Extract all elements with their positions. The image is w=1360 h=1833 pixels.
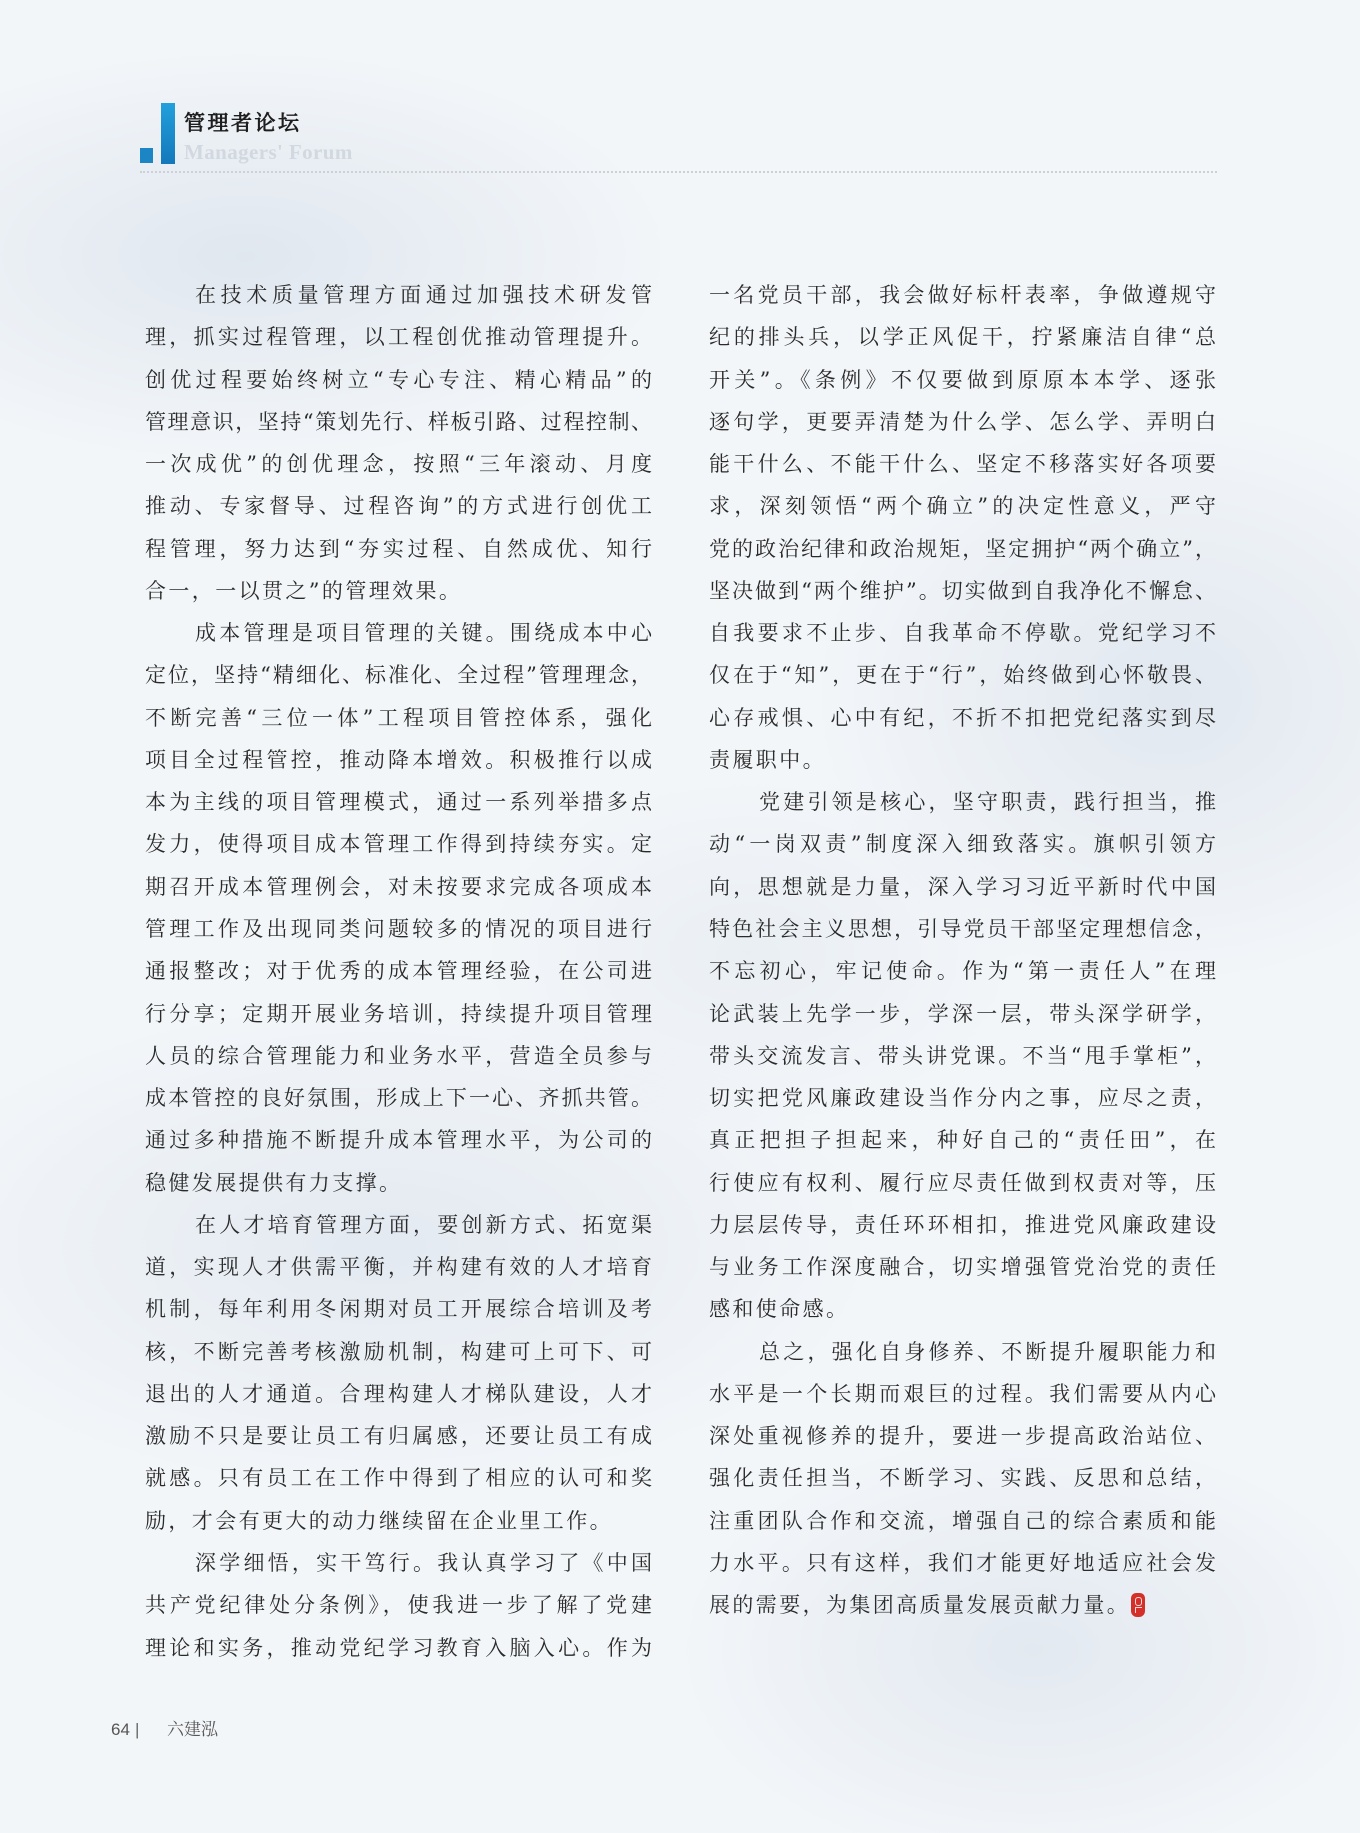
paragraph xyxy=(145,1204,652,1542)
paragraph xyxy=(145,274,652,612)
paragraph xyxy=(709,1331,1216,1627)
text-line: 在人才培育管理方面，要创新方式、拓宽渠 xyxy=(195,1212,652,1237)
text-line: 能干什么、不能干什么、坚定不移落实好各项要 xyxy=(709,452,1216,477)
text-line: 党建引领是核心，坚守职责，践行担当，推 xyxy=(759,790,1216,815)
text-line: 道，实现人才供需平衡，并构建有效的人才培育 xyxy=(145,1255,652,1280)
paragraph xyxy=(145,612,652,1204)
text-line: 一名党员干部，我会做好标杆表率，争做遵规守 xyxy=(709,283,1216,307)
text-line: 就感。只有员工在工作中得到了相应的认可和奖 xyxy=(145,1466,652,1491)
text-line: 强化责任担当，不断学习、实践、反思和总结， xyxy=(709,1466,1216,1491)
text-line: 激励不只是要让员工有归属感，还要让员工有成 xyxy=(145,1424,652,1449)
text-line: 特色社会主义思想，引导党员干部坚定理想信念， xyxy=(709,916,1216,941)
text-line: 一次成优”的创优理念，按照“三年滚动、月度 xyxy=(145,452,652,477)
text-line: 注重团队合作和交流，增强自己的综合素质和能 xyxy=(709,1508,1216,1533)
text-line: 党的政治纪律和政治规矩，坚定拥护“两个确立”， xyxy=(709,536,1216,561)
text-line: 稳健发展提供有力支撑。 xyxy=(145,1170,403,1195)
text-line: 通过多种措施不断提升成本管理水平，为公司的 xyxy=(145,1128,652,1153)
text-line: 切实把党风廉政建设当作分内之事，应尽之责， xyxy=(709,1086,1216,1111)
text-line: 心存戒惧、心中有纪，不折不扣把党纪落实到尽 xyxy=(709,705,1216,730)
page-number-separator: | xyxy=(135,1720,140,1739)
paragraph xyxy=(709,781,1216,1330)
red-seal-icon xyxy=(1131,1593,1145,1617)
right-column xyxy=(709,274,1216,1627)
text-line: 成本管控的良好氛围，形成上下一心、齐抓共管。 xyxy=(145,1086,652,1111)
text-line: 程管理，努力达到“夯实过程、自然成优、知行 xyxy=(145,536,652,561)
text-line: 成本管理是项目管理的关键。围绕成本中心 xyxy=(195,621,652,646)
text-line: 纪的排头兵，以学正风促干，拧紧廉洁自律“总 xyxy=(709,325,1216,350)
text-line: 行分享；定期开展业务培训，持续提升项目管理 xyxy=(145,1001,652,1026)
text-line: 合一，一以贯之”的管理效果。 xyxy=(145,578,463,603)
text-line: 通报整改；对于优秀的成本管理经验，在公司进 xyxy=(145,959,652,984)
text-line: 责履职中。 xyxy=(709,747,826,772)
text-line: 退出的人才通道。合理构建人才梯队建设，人才 xyxy=(145,1381,652,1406)
section-logo-bar-icon xyxy=(161,103,175,164)
text-line: 行使应有权利、履行应尽责任做到权责对等，压 xyxy=(709,1170,1216,1195)
left-column xyxy=(145,274,652,1669)
text-line: 求，深刻领悟“两个确立”的决定性意义，严守 xyxy=(709,494,1216,519)
text-line: 在技术质量管理方面通过加强技术研发管 xyxy=(195,283,652,307)
text-line: 管理意识，坚持“策划先行、样板引路、过程控制、 xyxy=(145,409,652,434)
text-line: 逐句学，更要弄清楚为什么学、怎么学、弄明白 xyxy=(709,409,1216,434)
publication-name: 六建泓 xyxy=(167,1720,218,1740)
text-line: 共产党纪律处分条例》，使我进一步了解了党建 xyxy=(145,1593,652,1618)
text-line: 核，不断完善考核激励机制，构建可上可下、可 xyxy=(145,1339,652,1364)
text-line: 项目全过程管控，推动降本增效。积极推行以成 xyxy=(145,747,652,772)
section-title: 管理者论坛 xyxy=(184,111,302,135)
text-line-final xyxy=(709,1584,1216,1626)
text-line: 人员的综合管理能力和业务水平，营造全员参与 xyxy=(145,1043,652,1068)
section-logo-square-icon xyxy=(140,148,153,163)
text-line-text: 展的需要，为集团高质量发展贡献力量。 xyxy=(709,1593,1131,1618)
text-line: 自我要求不止步、自我革命不停歇。党纪学习不 xyxy=(709,621,1216,646)
text-line: 总之，强化自身修养、不断提升履职能力和 xyxy=(759,1339,1216,1364)
text-line: 力层层传导，责任环环相扣，推进党风廉政建设 xyxy=(709,1212,1216,1237)
text-line: 励，才会有更大的动力继续留在企业里工作。 xyxy=(145,1508,613,1533)
section-subtitle: Managers' Forum xyxy=(184,140,353,164)
text-line: 理，抓实过程管理，以工程创优推动管理提升。 xyxy=(145,325,652,350)
text-line: 动“一岗双责”制度深入细致落实。旗帜引领方 xyxy=(709,832,1216,857)
text-line: 期召开成本管理例会，对未按要求完成各项成本 xyxy=(145,874,652,899)
text-line: 理论和实务，推动党纪学习教育入脑入心。作为 xyxy=(145,1635,652,1660)
text-line: 管理工作及出现同类问题较多的情况的项目进行 xyxy=(145,916,652,941)
text-line: 创优过程要始终树立“专心专注、精心精品”的 xyxy=(145,367,652,392)
text-line: 与业务工作深度融合，切实增强管党治党的责任 xyxy=(709,1255,1216,1280)
text-line: 力水平。只有这样，我们才能更好地适应社会发 xyxy=(709,1550,1216,1575)
text-line: 坚决做到“两个维护”。切实做到自我净化不懈怠、 xyxy=(709,578,1216,603)
text-line: 带头交流发言、带头讲党课。不当“甩手掌柜”， xyxy=(709,1043,1216,1068)
text-line: 推动、专家督导、过程咨询”的方式进行创优工 xyxy=(145,494,652,519)
text-line: 发力，使得项目成本管理工作得到持续夯实。定 xyxy=(145,832,652,857)
paragraph xyxy=(145,1542,652,1669)
text-line: 深处重视修养的提升，要进一步提高政治站位、 xyxy=(709,1424,1216,1449)
text-line: 不忘初心，牢记使命。作为“第一责任人”在理 xyxy=(709,959,1216,984)
text-line: 开关”。《条例》不仅要做到原原本本学、逐张 xyxy=(709,367,1216,392)
text-line: 不断完善“三位一体”工程项目管控体系，强化 xyxy=(145,705,652,730)
text-line: 仅在于“知”，更在于“行”，始终做到心怀敬畏、 xyxy=(709,663,1216,688)
text-line: 深学细悟，实干笃行。我认真学习了《中国 xyxy=(195,1550,652,1575)
text-line: 水平是一个长期而艰巨的过程。我们需要从内心 xyxy=(709,1381,1216,1406)
text-line: 定位，坚持“精细化、标准化、全过程”管理理念， xyxy=(145,663,652,688)
header-dotted-divider xyxy=(140,171,1217,173)
text-line: 本为主线的项目管理模式，通过一系列举措多点 xyxy=(145,790,652,815)
text-line: 感和使命感。 xyxy=(709,1297,850,1322)
text-line: 论武装上先学一步，学深一层，带头深学研学， xyxy=(709,1001,1216,1026)
text-line: 向，思想就是力量，深入学习习近平新时代中国 xyxy=(709,874,1216,899)
page-number: 64 xyxy=(111,1720,130,1739)
text-line: 机制，每年利用冬闲期对员工开展综合培训及考 xyxy=(145,1297,652,1322)
text-line: 真正把担子担起来，种好自己的“责任田”，在 xyxy=(709,1128,1216,1153)
paragraph xyxy=(709,274,1216,781)
